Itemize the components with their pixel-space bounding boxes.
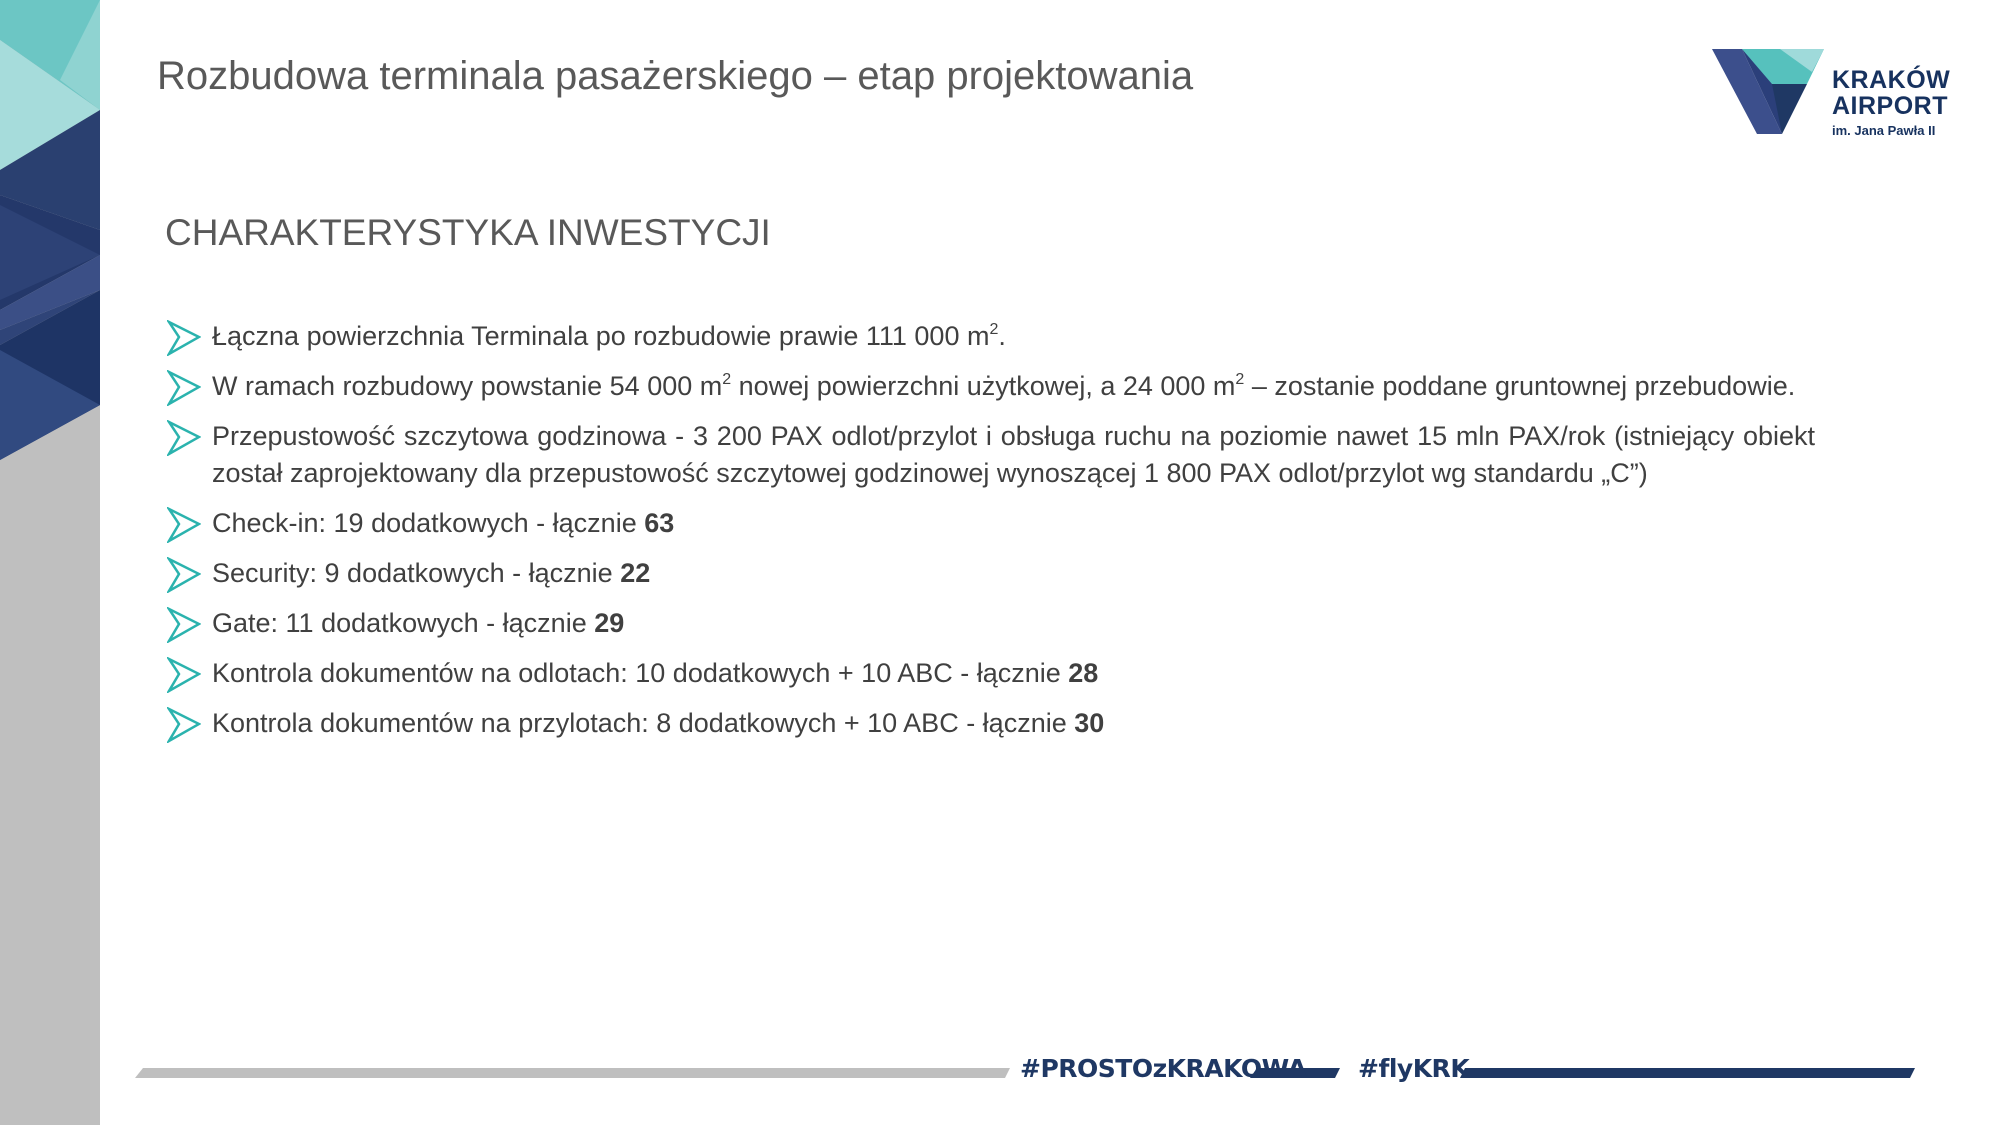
logo-line-1: KRAKÓW bbox=[1832, 66, 1951, 94]
bullet-text: Kontrola dokumentów na odlotach: 10 dodatkowych + 10 ABC - łącznie bbox=[212, 658, 1069, 688]
bullet-total: 29 bbox=[594, 608, 625, 638]
superscript: 2 bbox=[722, 371, 732, 388]
bullet-item bbox=[165, 705, 1815, 742]
bullet-item bbox=[165, 368, 1815, 405]
bullet-total: 30 bbox=[1074, 708, 1105, 738]
teal-arrowhead-icon bbox=[167, 607, 201, 643]
bullet-text: Security: 9 dodatkowych - łącznie bbox=[212, 558, 621, 588]
teal-arrowhead-icon bbox=[167, 420, 201, 456]
teal-arrowhead-icon bbox=[167, 707, 201, 743]
bullet-text: Check-in: 19 dodatkowych - łącznie bbox=[212, 508, 645, 538]
teal-arrowhead-icon bbox=[167, 557, 201, 593]
bullet-text: Przepustowość szczytowa godzinowa - 3 200 PAX odlot/przylot i obsługa ruchu na poziomie nawet 15 mln PAX/rok (istniejący obiekt został zaprojektowany dla przepustowość szczytowej godzinowej wynoszącej 1 800 PAX odlot/przylot wg standardu „C”) bbox=[212, 421, 1815, 488]
superscript: 2 bbox=[1235, 371, 1245, 388]
bullet-text: Gate: 11 dodatkowych - łącznie bbox=[212, 608, 595, 638]
bullet-item bbox=[165, 418, 1815, 492]
bullet-text: – zostanie poddane gruntownej przebudowie. bbox=[1244, 371, 1796, 401]
bullet-text: W ramach rozbudowy powstanie 54 000 m bbox=[212, 371, 723, 401]
bullet-item bbox=[165, 318, 1815, 355]
teal-arrowhead-icon bbox=[167, 320, 201, 356]
footer bbox=[135, 1050, 1915, 1090]
hashtag-prosto-z-krakowa: #PROSTOzKRAKOWA bbox=[1020, 1054, 1307, 1083]
logo-text bbox=[1832, 68, 1950, 137]
footer-grey-bar bbox=[135, 1068, 1010, 1078]
bullet-total: 63 bbox=[644, 508, 675, 538]
logo-line-2: AIRPORT bbox=[1832, 92, 1948, 120]
bullet-total: 28 bbox=[1068, 658, 1099, 688]
bullet-item bbox=[165, 655, 1815, 692]
bullet-text-end: . bbox=[998, 321, 1006, 351]
left-decorative-strip bbox=[0, 0, 100, 1125]
bullet-text: Łączna powierzchnia Terminala po rozbudowie prawie 111 000 m bbox=[212, 321, 990, 351]
bullet-item bbox=[165, 505, 1815, 542]
bullet-item bbox=[165, 555, 1815, 592]
teal-arrowhead-icon bbox=[167, 657, 201, 693]
krakow-airport-logo bbox=[1712, 44, 1962, 149]
hashtag-fly-krk: #flyKRK bbox=[1358, 1054, 1470, 1083]
bullet-text: nowej powierzchni użytkowej, a 24 000 m bbox=[731, 371, 1236, 401]
bullet-item bbox=[165, 605, 1815, 642]
teal-arrowhead-icon bbox=[167, 507, 201, 543]
logo-line-3: im. Jana Pawła II bbox=[1832, 123, 1936, 138]
slide-title: Rozbudowa terminala pasażerskiego – etap projektowania bbox=[157, 54, 1194, 98]
krakow-airport-logo-mark-icon bbox=[1712, 44, 1832, 139]
teal-arrowhead-icon bbox=[167, 370, 201, 406]
section-heading: CHARAKTERYSTYKA INWESTYCJI bbox=[165, 212, 771, 253]
bullet-total: 22 bbox=[620, 558, 651, 588]
superscript: 2 bbox=[989, 321, 999, 338]
footer-navy-bar-long bbox=[1460, 1068, 1915, 1078]
bullet-list bbox=[165, 318, 1815, 755]
bullet-text: Kontrola dokumentów na przylotach: 8 dodatkowych + 10 ABC - łącznie bbox=[212, 708, 1075, 738]
